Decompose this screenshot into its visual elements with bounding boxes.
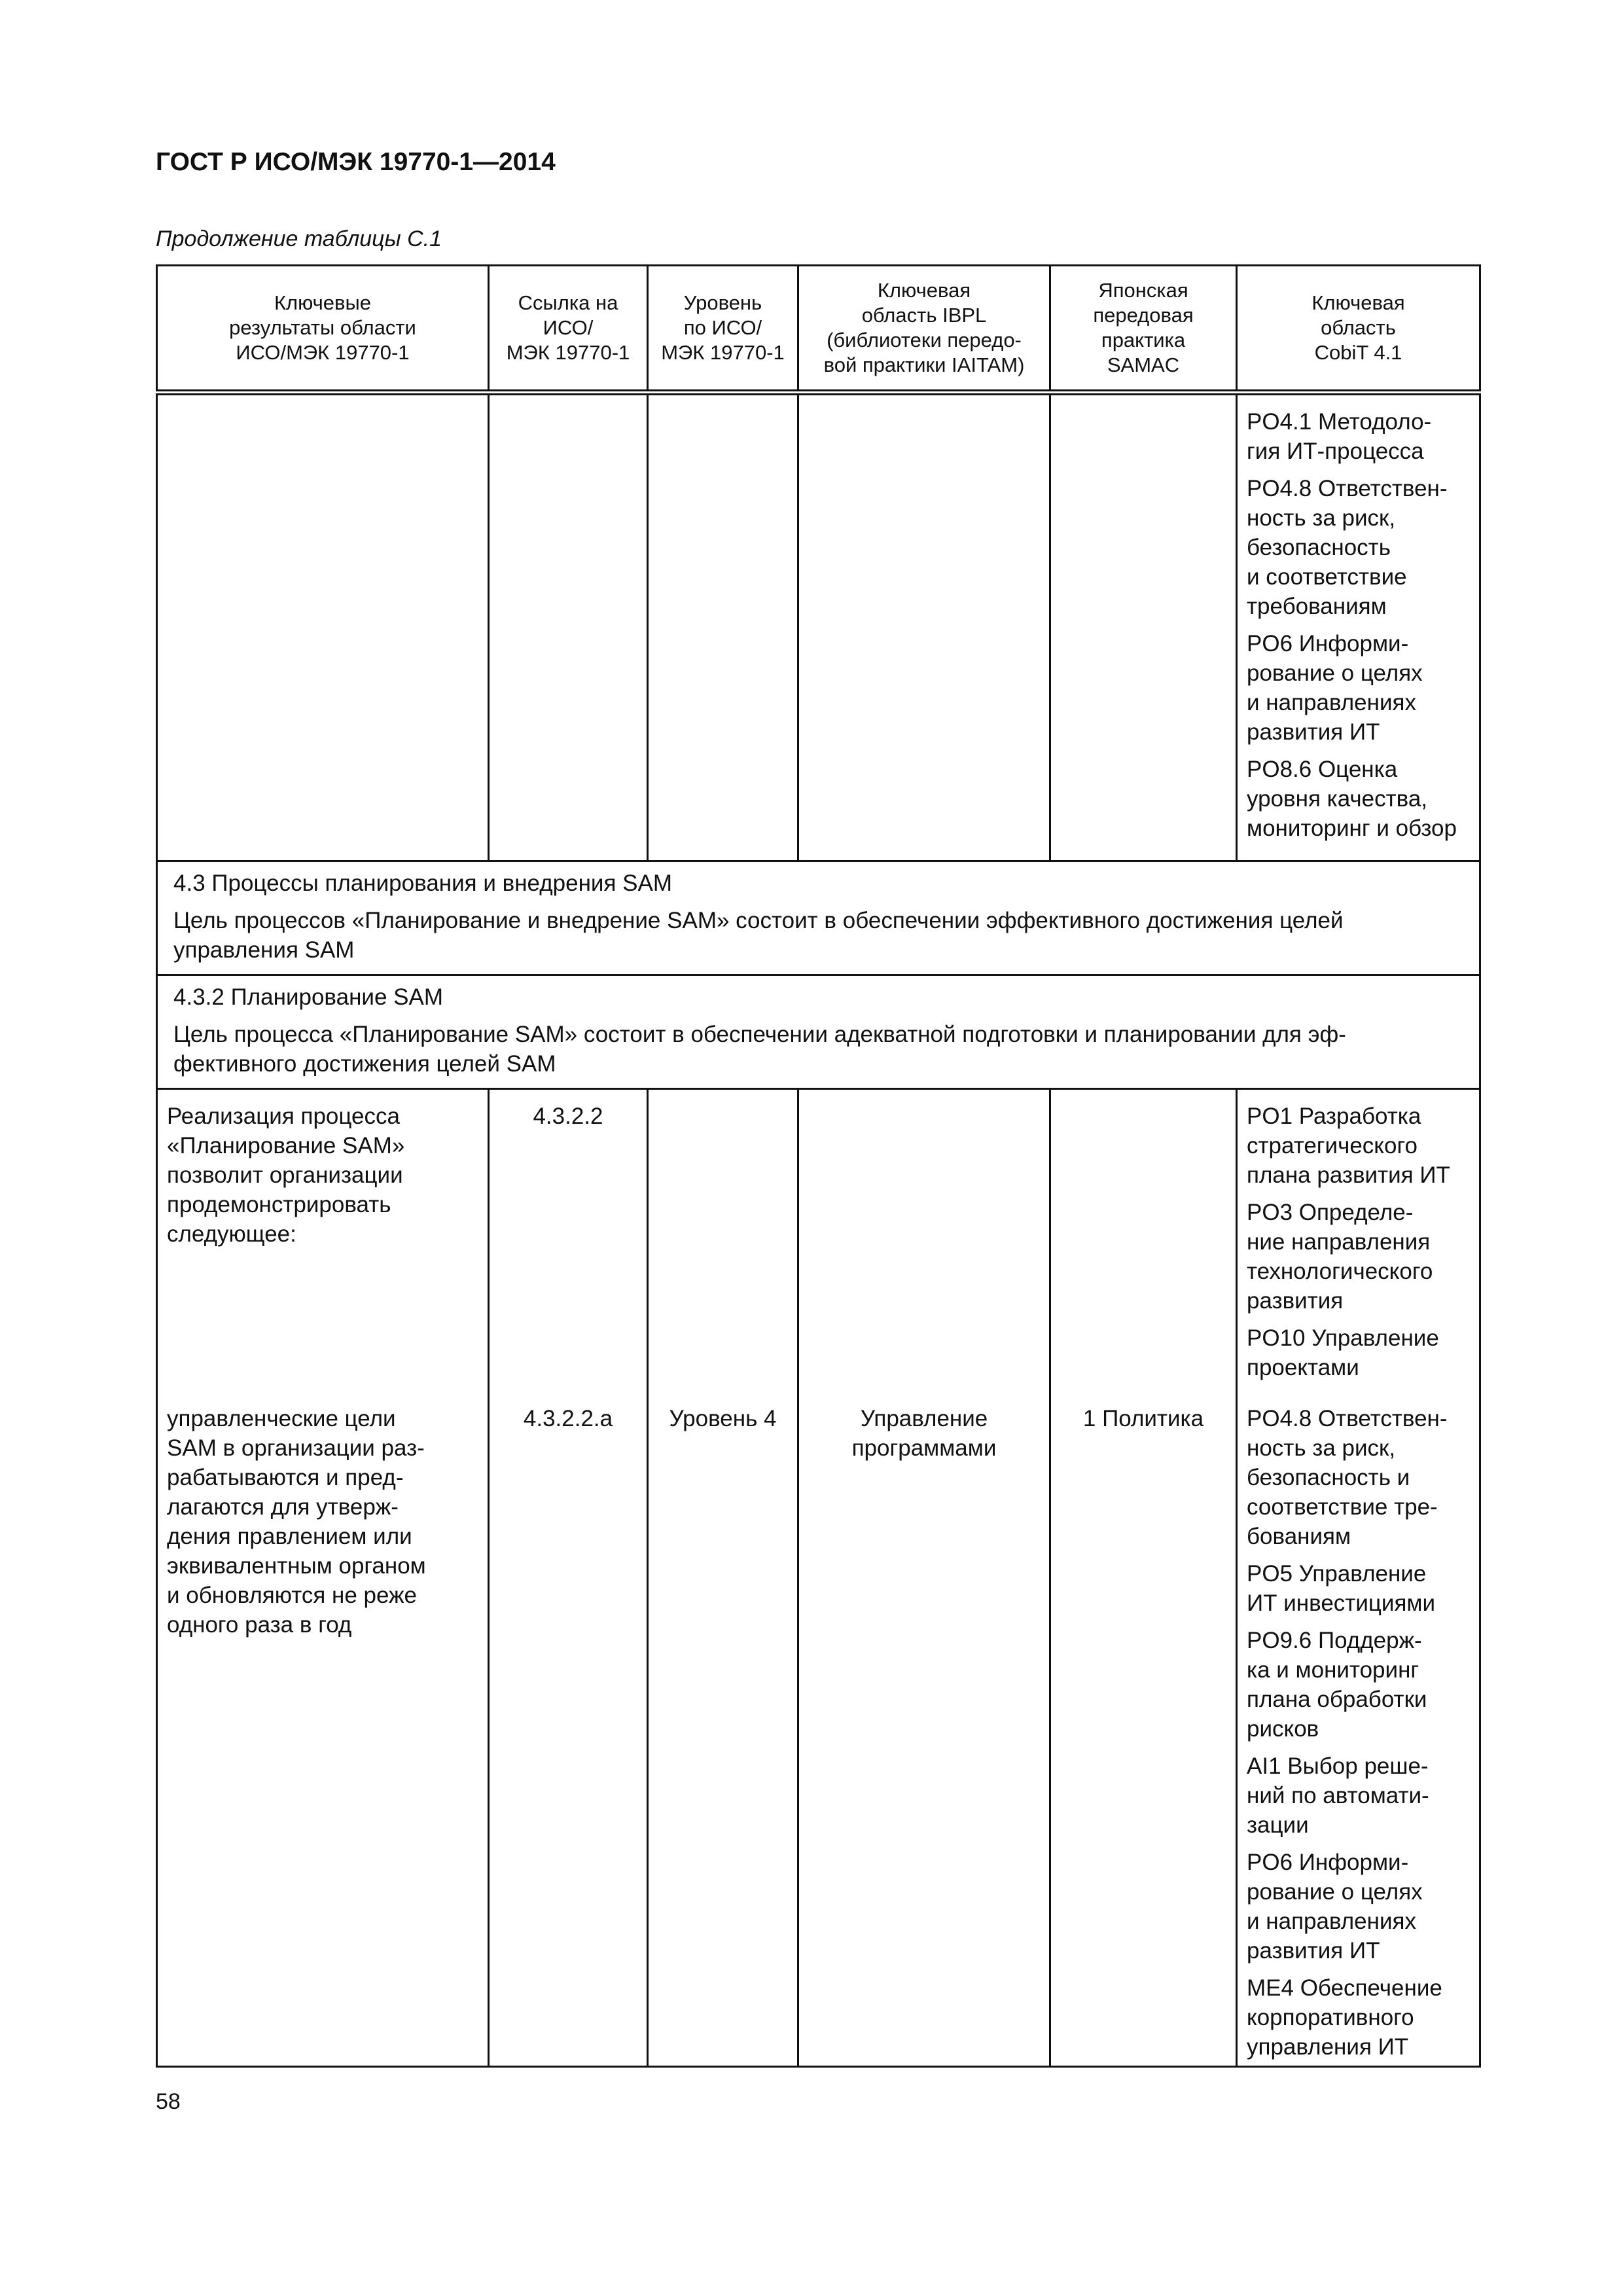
table-header-row bbox=[157, 266, 1480, 393]
cell-ibpl bbox=[798, 393, 1050, 861]
cell-ibpl bbox=[798, 1089, 1050, 2067]
reference-value: 4.3.2.2 bbox=[533, 1103, 603, 1129]
cell-key-results bbox=[157, 393, 489, 861]
column-header-ibpl: Ключевая область IBPL (библиотеки передо- вой практики IAITAM) bbox=[798, 266, 1050, 393]
column-header-samac: Японская передовая практика SAMAC bbox=[1050, 266, 1237, 393]
samac-value: 1 Политика bbox=[1082, 1406, 1204, 1431]
cobit-entry: PO4.8 Ответствен- ность за риск, безопасность и соответствие требованиям bbox=[1247, 476, 1448, 619]
cobit-entry: PO8.6 Оценка уровня качества, мониторинг и обзор bbox=[1247, 757, 1457, 841]
cell-key-results bbox=[157, 1089, 489, 2067]
cobit-entry: PO4.1 Методоло- гия ИТ-процесса bbox=[1247, 409, 1432, 464]
table-row bbox=[157, 393, 1480, 861]
table-caption: Продолжение таблицы С.1 bbox=[156, 226, 442, 251]
cobit-entry: AI1 Выбор реше- ний по автомати- зации bbox=[1247, 1753, 1429, 1838]
section-text: Цель процессов «Планирование и внедрение SAM» состоит в обеспечении эффективного достижения целей управления SAM bbox=[173, 908, 1344, 963]
column-header-cobit: Ключевая область CobiT 4.1 bbox=[1237, 266, 1480, 393]
level-value: Уровень 4 bbox=[669, 1406, 777, 1431]
cobit-entry: PO4.8 Ответствен- ность за риск, безопасность и соответствие тре- бованиям bbox=[1247, 1406, 1448, 1549]
cobit-entry: PO9.6 Поддерж- ка и мониторинг плана обработки рисков bbox=[1247, 1628, 1427, 1742]
cell-samac bbox=[1050, 1089, 1237, 2067]
cobit-entry: PO5 Управление ИТ инвестициями bbox=[1247, 1561, 1436, 1616]
cobit-entry: PO6 Информи- рование о целях и направлениях развития ИТ bbox=[1247, 1850, 1423, 1964]
section-cell bbox=[157, 975, 1480, 1089]
section-row-4-3 bbox=[157, 861, 1480, 975]
result-intro: Реализация процесса «Планирование SAM» позволит организации продемонстрировать следующее: bbox=[167, 1103, 405, 1247]
section-text: Цель процесса «Планирование SAM» состоит в обеспечении адекватной подготовки и планировании для эф- фективного достижения целей SAM bbox=[173, 1022, 1346, 1077]
reference-value: 4.3.2.2.a bbox=[523, 1406, 613, 1431]
cell-cobit bbox=[1237, 393, 1480, 861]
cobit-entry: PO10 Управление проектами bbox=[1247, 1325, 1439, 1380]
section-row-4-3-2 bbox=[157, 975, 1480, 1089]
cobit-entry: PO3 Определе- ние направления технологического развития bbox=[1247, 1200, 1433, 1314]
cell-samac bbox=[1050, 393, 1237, 861]
cell-level bbox=[648, 393, 798, 861]
result-item: управленческие цели SAM в организации раз- рабатываются и пред- лагаются для утверж- дения правлением или эквивалентным органом и обновляются не реже одного раза в год bbox=[167, 1406, 426, 1638]
cell-reference bbox=[489, 393, 648, 861]
cell-level bbox=[648, 1089, 798, 2067]
section-title: 4.3 Процессы планирования и внедрения SAM bbox=[173, 870, 672, 896]
cell-reference bbox=[489, 1089, 648, 2067]
section-cell bbox=[157, 861, 1480, 975]
document-header: ГОСТ Р ИСО/МЭК 19770-1—2014 bbox=[156, 148, 556, 176]
cobit-entry: ME4 Обеспечение корпоративного управления ИТ bbox=[1247, 1975, 1442, 2060]
page-number: 58 bbox=[156, 2089, 181, 2114]
column-header-level: Уровень по ИСО/ МЭК 19770-1 bbox=[648, 266, 798, 393]
cell-cobit bbox=[1237, 1089, 1480, 2067]
column-header-reference: Ссылка на ИСО/ МЭК 19770-1 bbox=[489, 266, 648, 393]
section-title: 4.3.2 Планирование SAM bbox=[173, 984, 444, 1010]
correspondence-table bbox=[156, 264, 1481, 2068]
ibpl-value: Управление программами bbox=[851, 1406, 997, 1461]
column-header-key-results: Ключевые результаты области ИСО/МЭК 19770-1 bbox=[157, 266, 489, 393]
cobit-entry: PO6 Информи- рование о целях и направлениях развития ИТ bbox=[1247, 631, 1423, 745]
table-row bbox=[157, 1089, 1480, 2067]
cobit-entry: PO1 Разработка стратегического плана развития ИТ bbox=[1247, 1103, 1450, 1188]
